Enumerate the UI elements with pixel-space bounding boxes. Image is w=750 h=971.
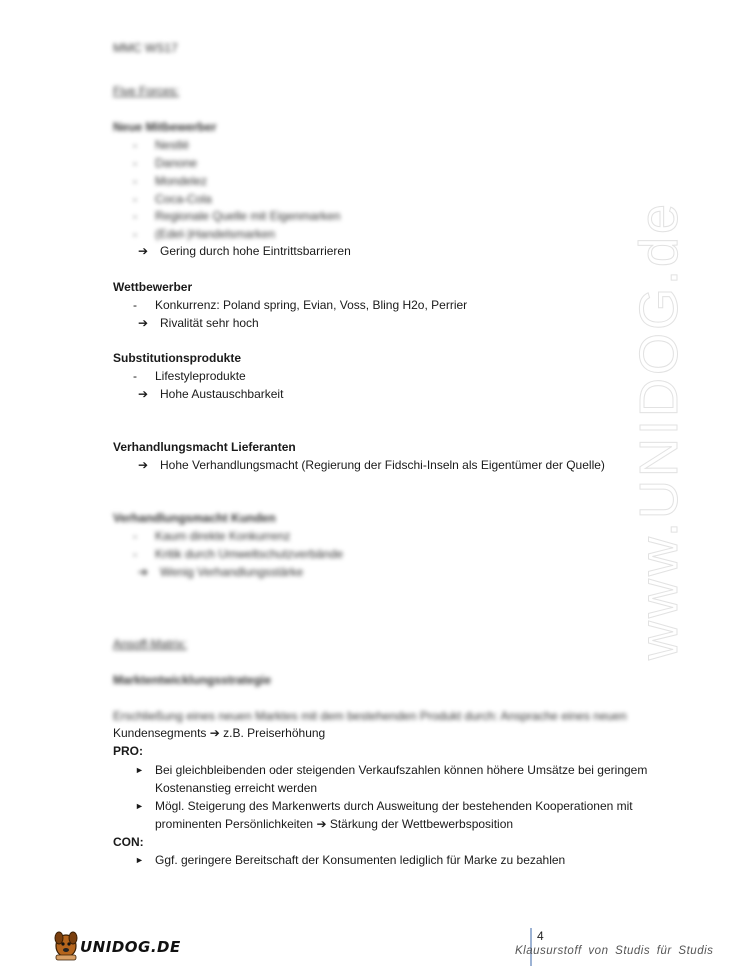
section-title-ansoff: Ansoff-Matrix: [113,637,187,651]
heading-marktentwicklung: Marktentwicklungsstrategie [113,673,272,687]
arrow-right-icon: ➔ [138,565,149,579]
logo-text: UNIDOG.DE [80,938,181,956]
unidog-logo [52,928,181,962]
pro-label: PRO: [113,744,143,758]
ansoff-description-line1: Erschließung eines neuen Marktes mit dem bestehenden Produkt durch: Ansprache eines neuen [113,709,627,723]
bullet-triangle-icon: ► [135,855,144,865]
heading-substitutionsprodukte: Substitutionsprodukte [113,351,241,365]
pro-item-continuation: prominenten Persönlichkeiten ➔ Stärkung der Wettbewerbsposition [155,817,514,831]
heading-neue-mitbewerber: Neue Mitbewerber [113,120,217,134]
arrow-right-icon: ➔ [138,458,149,472]
footer-slogan: Klausurstoff von Studis für Studis [515,945,714,957]
con-label: CON: [113,835,144,849]
arrow-right-icon: ➔ [138,244,149,258]
document-page: www.UNIDOG.de MMC WS17 Five Forces: Neue Mitbewerber - Nestlé - Danone - Mondelez - Coca-Cola - Regionale Quelle mit Eigenmarken - (Edel-)Handelsmarken ➔ Gering durch hohe Eintrittsbarrieren Wettbewerber - Konkurrenz: Poland spring, Evian, Voss, Bling H2o, Perrier ➔ Rivalität sehr hoch Substitutionsprodukte - Lifestyleprodukte ➔ Hohe Austauschbarkeit Verhandlungsmacht Lieferanten ➔ Hohe Verhandlungsmacht (Regierung der Fidschi-Inseln als Eigentümer der Quelle) Verhandlungsmacht Kunden - Kaum direkte Konkurrenz - Kritik durch Umweltschutzverbände ➔ Wenig Verhandlungsstärke Ansoff-Matrix: Marktentwicklungsstrategie Erschließung eines neuen Marktes mit dem bestehenden Produkt durch: Ansprache eines neuen Kundensegments ➔ z.B. Preiserhöhung PRO: ► Bei gleichbleibenden oder steigenden Verkaufszahlen können höhere Umsätze bei geringem Kostenanstieg erreicht werden ► Mögl. Steigerung des Markenwerts durch Ausweitung der bestehenden Kooperationen mit prominenten Persönlichkeiten ➔ Stärkung der Wettbewerbsposition CON: ► Ggf. geringere Bereitschaft der Konsumenten lediglich für Marke zu bezahlen UNIDOG.DE 4 Klausurstoff von Studis für Studis [0,0,750,971]
page-number: 4 [537,929,544,943]
document-ref: MMC WS17 [113,41,178,55]
arrow-right-icon: ➔ [138,387,149,401]
section-title-five-forces: Five Forces: [113,84,180,98]
pro-item-continuation: Kostenanstieg erreicht werden [155,781,318,795]
arrow-right-icon: ➔ [209,726,220,740]
arrow-right-icon: ➔ [138,316,149,330]
heading-wettbewerber: Wettbewerber [113,280,193,294]
watermark: www.UNIDOG.de [629,200,689,660]
heading-lieferanten: Verhandlungsmacht Lieferanten [113,440,296,454]
bullet-triangle-icon: ► [135,801,144,811]
bullet-triangle-icon: ► [135,765,144,775]
arrow-right-icon: ➔ [316,817,327,831]
heading-kunden: Verhandlungsmacht Kunden [113,511,276,525]
ansoff-description-line2: Kundensegments ➔ z.B. Preiserhöhung [113,726,326,740]
